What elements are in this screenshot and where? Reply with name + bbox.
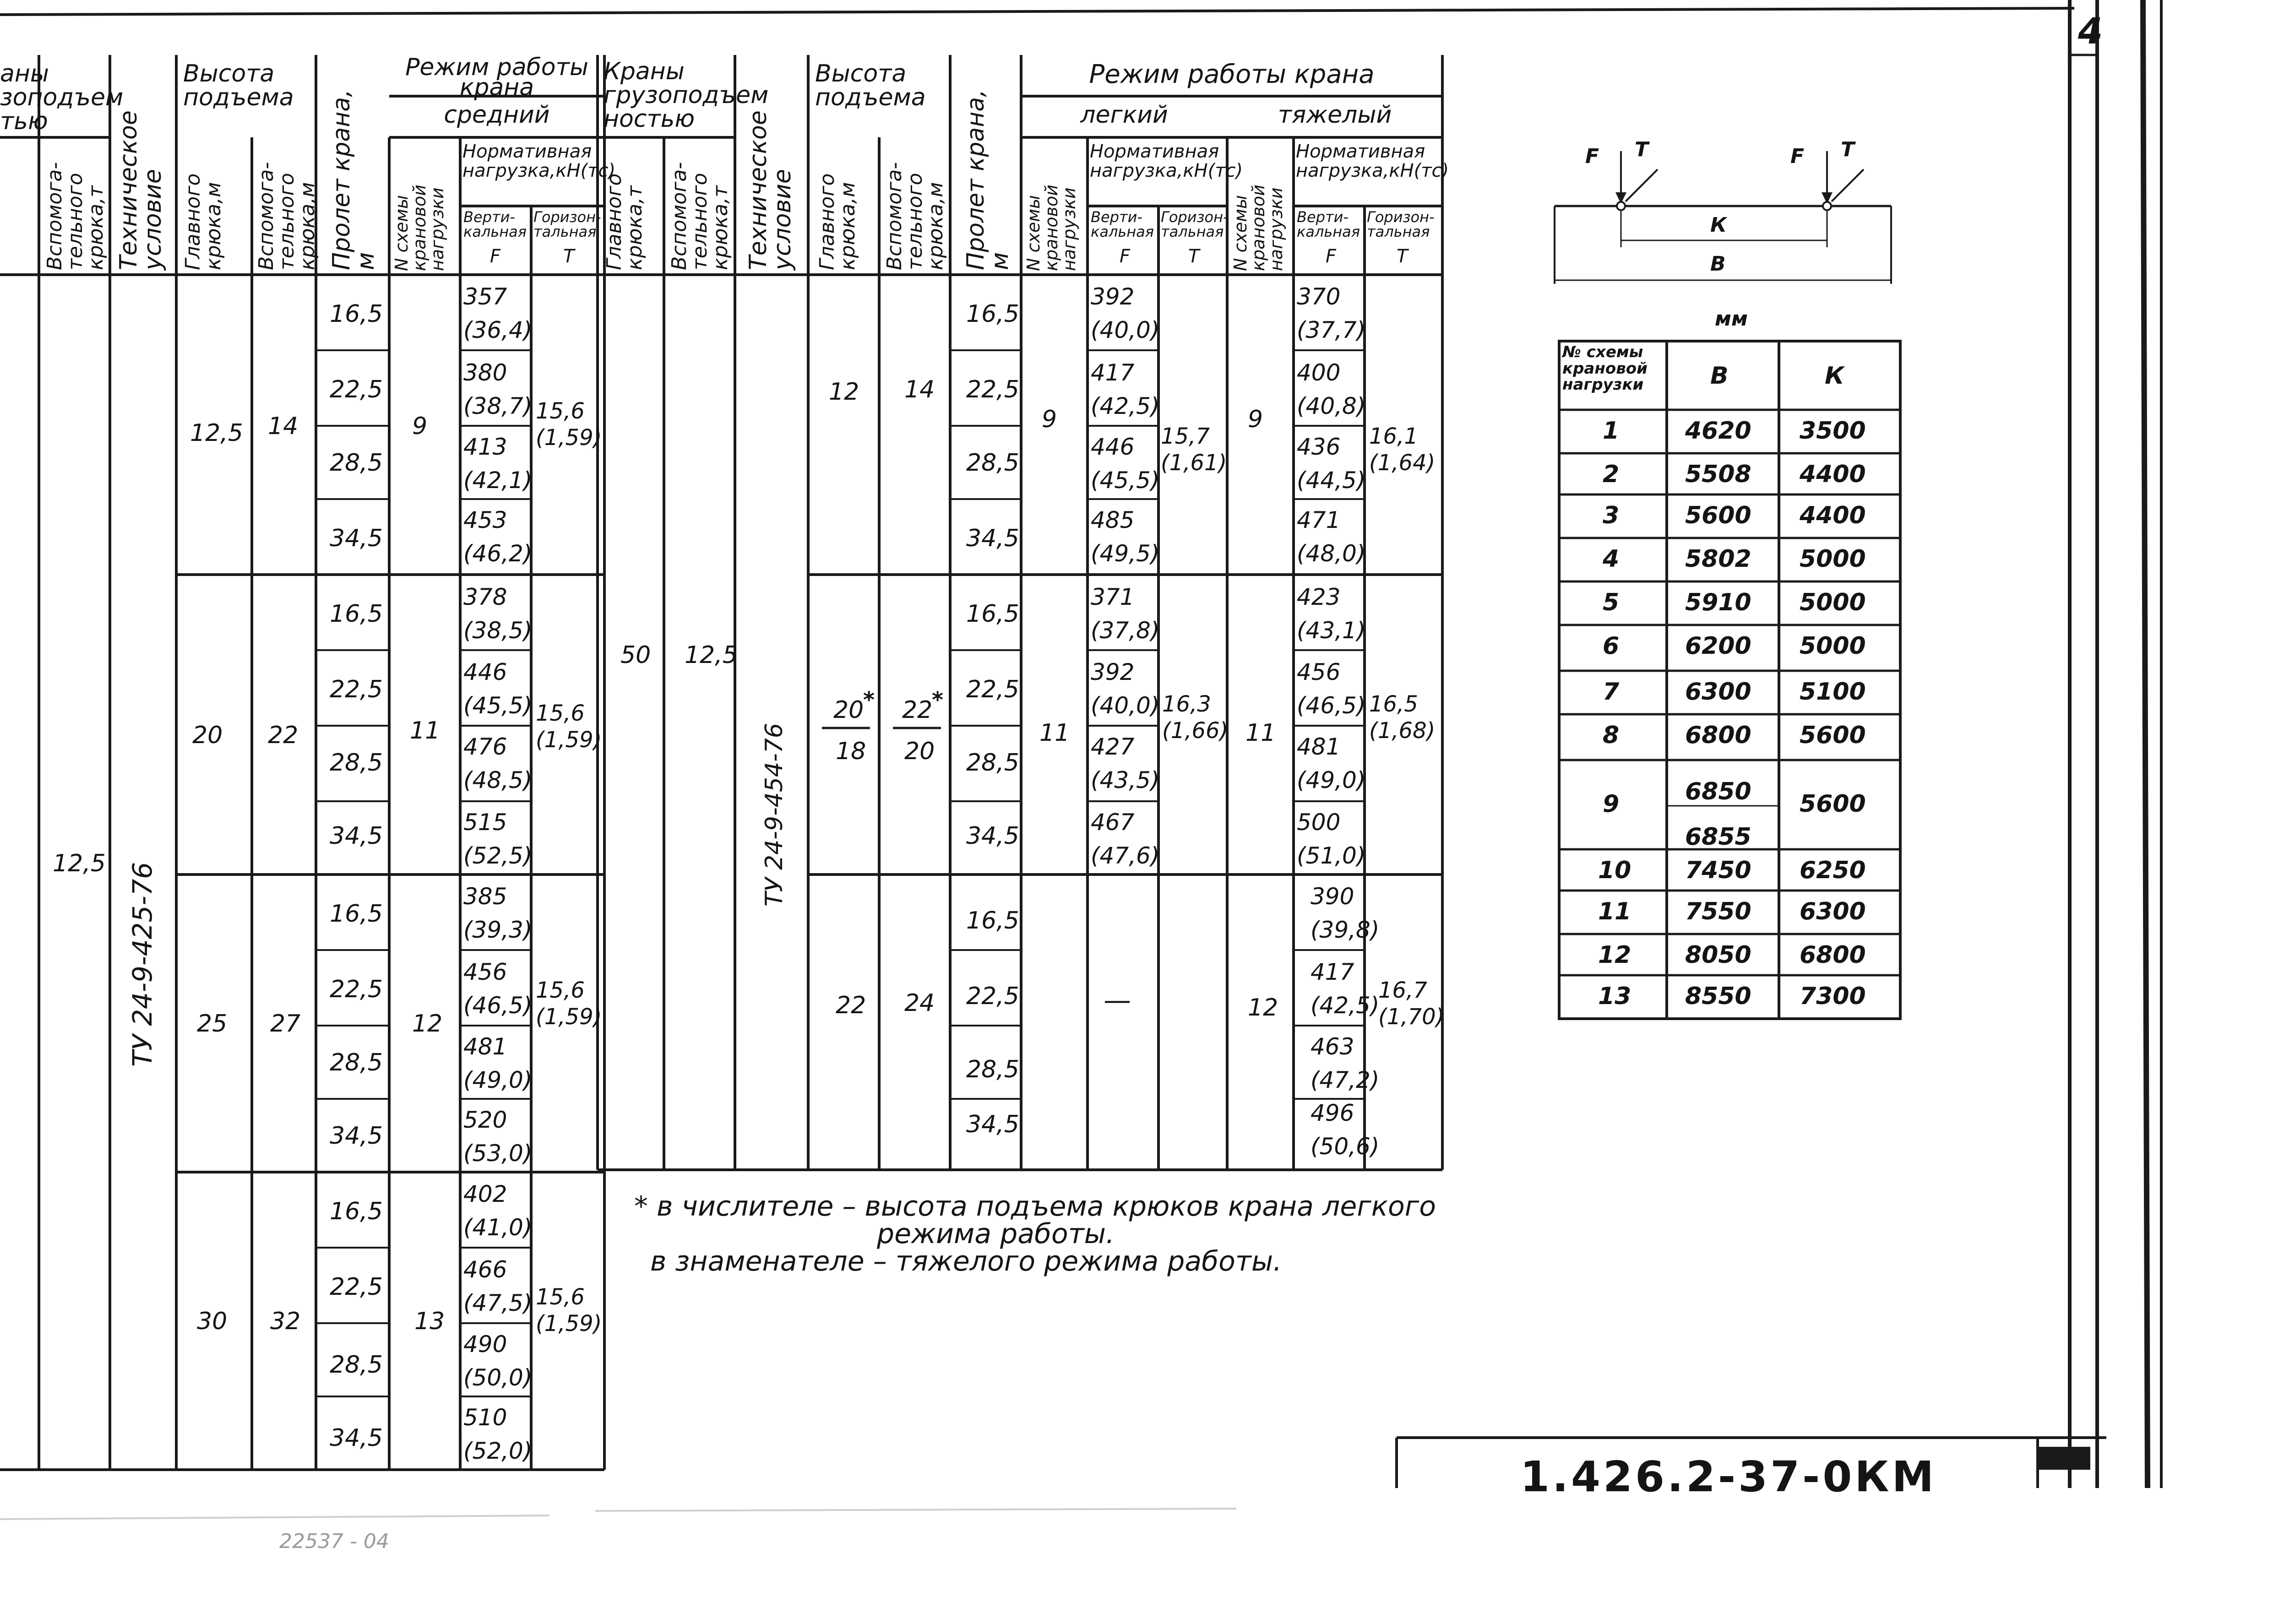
scheme-row-1-num: 1 <box>1603 417 1620 445</box>
table2-g1-r3-lF: 446 (45,5) <box>1091 434 1160 494</box>
table2-g3-r1-hF: 390 (39,8) <box>1311 883 1380 943</box>
table1-g2-main: 20 <box>192 722 223 749</box>
table2-g3-r4-hF: 496 (50,6) <box>1311 1100 1380 1160</box>
table1-header-mode: Режим работы крана <box>405 54 588 102</box>
table1-header-horiz: Горизон- тальная <box>533 208 601 240</box>
diagram-unit: мм <box>1715 307 1748 331</box>
table2-g2-r1-lF: 371 (37,8) <box>1091 584 1160 644</box>
table1-header-scheme: N схемы крановой нагрузки <box>392 185 447 271</box>
table1-header-main-hook: Главного крюка,м <box>181 173 225 270</box>
table1-header-aux-capacity: Вспомога- тельного крюка,т <box>43 162 108 270</box>
table1-header-span: Пролет крана, м <box>328 89 380 270</box>
table2-g1-heavy-T: 16,1 (1,64) <box>1369 424 1436 476</box>
table2-g1-r2-lF: 417 (42,5) <box>1091 359 1160 419</box>
table2-header-heavy-F: F <box>1326 246 1337 267</box>
table2-header-light-T: T <box>1188 246 1200 267</box>
table2-g2-light-T: 16,3 (1,66) <box>1162 691 1229 744</box>
table1-g2-r2-F: 446 (45,5) <box>463 659 533 719</box>
table1-g3-aux: 27 <box>270 1010 301 1037</box>
table1-g2-T: 15,6 (1,59) <box>536 701 602 753</box>
scheme-row-8-num: 8 <box>1603 722 1620 749</box>
table2-g2-aux-den: 20 <box>904 738 935 765</box>
diagram-label-F1: F <box>1585 145 1599 168</box>
table1-g1-r3-span: 28,5 <box>330 449 383 477</box>
table1-header-vert: Верти- кальная <box>463 208 527 240</box>
scheme-table-header-K: К <box>1825 362 1844 390</box>
scheme-row-7-K: 5100 <box>1800 678 1866 706</box>
table1-header-capacity: аны зоподъем тью <box>0 60 124 135</box>
table1-g3-r2-span: 22,5 <box>330 976 383 1003</box>
table2-header-heavy-norm-load: Нормативная нагрузка,кН(тс) <box>1296 141 1449 181</box>
table1-g4-T: 15,6 (1,59) <box>536 1284 602 1336</box>
stamp-text: 22537 - 04 <box>279 1530 389 1553</box>
footnote-line2: режима работы. <box>877 1218 1115 1250</box>
table1-g3-T: 15,6 (1,59) <box>536 978 602 1030</box>
scheme-row-2-B: 5508 <box>1685 461 1751 488</box>
table2-header-aux-hook: Вспомога- тельного крюка,м <box>883 162 947 270</box>
table2-g1-r2-hF: 400 (40,8) <box>1297 359 1366 419</box>
table1-g3-scheme: 12 <box>412 1010 443 1037</box>
table1-g1-r3-F: 413 (42,1) <box>463 434 533 494</box>
table2-header-capacity: Краны грузоподъем ностью <box>604 58 769 133</box>
table1-header-aux-hook: Вспомога- тельного крюка,м <box>255 162 319 270</box>
table2-g1-light-scheme: 9 <box>1042 406 1057 433</box>
table2-t1-r3-span: 28,5 <box>966 449 1019 477</box>
scheme-row-11-B: 7550 <box>1685 898 1751 925</box>
table2-g1-r3-hF: 436 (44,5) <box>1297 434 1366 494</box>
table2-g3-heavy-scheme: 12 <box>1248 994 1278 1021</box>
table2-t2-r2-span: 22,5 <box>966 676 1019 703</box>
table2-header-heavy-vert: Верти- кальная <box>1297 208 1360 240</box>
table1-header-norm-load: Нормативная нагрузка,кН(тс) <box>462 141 616 181</box>
table2-g1-r1-lF: 392 (40,0) <box>1091 283 1160 343</box>
table2-g2-aux-star: * <box>932 687 944 713</box>
diagram-label-T1: T <box>1635 138 1649 161</box>
table2-header-main-t: Главного крюка,т <box>603 173 647 270</box>
table1-g2-aux: 22 <box>268 722 299 749</box>
scheme-row-2-num: 2 <box>1603 461 1620 488</box>
scheme-row-12-K: 6800 <box>1800 941 1866 969</box>
scheme-row-3-B: 5600 <box>1685 502 1751 529</box>
table2-header-main-hook: Главного крюка,м <box>816 173 859 270</box>
scheme-row-9-B: 6850 6855 <box>1685 778 1751 851</box>
table1-g1-T: 15,6 (1,59) <box>536 398 602 451</box>
scheme-row-12-B: 8050 <box>1685 941 1751 969</box>
scheme-row-6-K: 5000 <box>1800 632 1866 660</box>
table1-g1-r1-span: 16,5 <box>330 300 383 328</box>
table1-g4-aux: 32 <box>270 1308 301 1335</box>
table1-header-lift-height: Высота подъема <box>183 60 294 111</box>
table1-header-F: F <box>490 246 501 267</box>
table2-header-light: легкий <box>1080 101 1168 129</box>
table2-g2-r2-lF: 392 (40,0) <box>1091 659 1160 719</box>
table1-g1-r4-F: 453 (46,2) <box>463 507 533 567</box>
table2-header-heavy-scheme: N схемы крановой нагрузки <box>1230 185 1286 271</box>
table1-g2-r2-span: 22,5 <box>330 676 383 703</box>
table2-g2-aux-num: 22 <box>902 696 933 724</box>
table1-g4-main: 30 <box>197 1308 228 1335</box>
table2-g2-r3-lF: 427 (43,5) <box>1091 733 1160 793</box>
table1-g3-main: 25 <box>197 1010 228 1037</box>
table2-header-light-F: F <box>1120 246 1131 267</box>
title-block-code: 1.426.2-37-0КМ <box>1520 1452 1937 1501</box>
table2-g2-main-num: 20 <box>833 696 864 724</box>
table1-g4-r2-F: 466 (47,5) <box>463 1256 533 1316</box>
table2-g2-r3-hF: 481 (49,0) <box>1297 733 1366 793</box>
table2-t3-r2-span: 22,5 <box>966 983 1019 1010</box>
table1-g4-r4-F: 510 (52,0) <box>463 1404 533 1464</box>
table2-header-aux-t: Вспомога- тельного крюка,т <box>668 162 732 270</box>
scheme-row-3-K: 4400 <box>1800 502 1866 529</box>
footnote-line3: в знаменателе – тяжелого режима работы. <box>650 1245 1282 1277</box>
table2-header-light-vert: Верти- кальная <box>1091 208 1154 240</box>
table2-g1-r1-hF: 370 (37,7) <box>1297 283 1366 343</box>
table1-g2-r3-span: 28,5 <box>330 749 383 777</box>
scheme-row-6-num: 6 <box>1603 632 1620 660</box>
table1-capacity-aux: 12,5 <box>53 850 106 877</box>
table2-header-mode: Режим работы крана <box>1089 60 1375 89</box>
scheme-row-9-K: 5600 <box>1800 790 1866 818</box>
table2-tech: ТУ 24-9-454-76 <box>761 723 788 907</box>
table1-g2-scheme: 11 <box>410 717 440 744</box>
table2-header-heavy-horiz: Горизон- тальная <box>1367 208 1435 240</box>
scheme-row-2-K: 4400 <box>1800 461 1866 488</box>
table2-t3-r3-span: 28,5 <box>966 1056 1019 1083</box>
diagram-label-B: В <box>1710 252 1726 276</box>
table2-g3-r2-hF: 417 (42,5) <box>1311 959 1380 1019</box>
table1-g2-r4-F: 515 (52,5) <box>463 809 533 869</box>
table2-t1-r4-span: 34,5 <box>966 525 1019 552</box>
table2-g2-heavy-T: 16,5 (1,68) <box>1369 691 1436 744</box>
table1-g1-aux: 14 <box>268 413 299 440</box>
scheme-row-3-num: 3 <box>1603 502 1620 529</box>
table2-g3-heavy-T: 16,7 (1,70) <box>1378 978 1445 1030</box>
table1-g1-scheme: 9 <box>412 413 428 440</box>
table1-g1-r2-span: 22,5 <box>330 376 383 403</box>
table1-header-medium: средний <box>444 101 550 129</box>
table2-header-heavy: тяжелый <box>1278 101 1392 129</box>
table2-g2-r4-lF: 467 (47,6) <box>1091 809 1160 869</box>
table2-t1-r1-span: 16,5 <box>966 300 1019 328</box>
table1-g4-scheme: 13 <box>414 1308 445 1335</box>
scheme-row-1-B: 4620 <box>1685 417 1751 445</box>
table2-header-light-norm-load: Нормативная нагрузка,кН(тс) <box>1090 141 1243 181</box>
table2-header-heavy-T: T <box>1397 246 1408 267</box>
table2-g2-heavy-scheme: 11 <box>1245 719 1276 747</box>
scheme-row-13-num: 13 <box>1598 983 1631 1010</box>
table2-t2-r4-span: 34,5 <box>966 822 1019 850</box>
table2-g2-r1-hF: 423 (43,1) <box>1297 584 1366 644</box>
table1-g4-r1-F: 402 (41,0) <box>463 1181 533 1241</box>
table2-g2-r2-hF: 456 (46,5) <box>1297 659 1366 719</box>
diagram-label-T2: T <box>1841 138 1855 161</box>
table2-g3-aux: 24 <box>904 989 935 1017</box>
scheme-row-11-K: 6300 <box>1800 898 1866 925</box>
scheme-row-4-B: 5802 <box>1685 545 1751 573</box>
diagram-label-K: К <box>1710 213 1727 237</box>
table2-g1-r4-lF: 485 (49,5) <box>1091 507 1160 567</box>
scheme-row-8-K: 5600 <box>1800 722 1866 749</box>
scheme-row-10-B: 7450 <box>1685 857 1751 884</box>
scheme-row-5-B: 5910 <box>1685 589 1751 616</box>
table2-g2-r4-hF: 500 (51,0) <box>1297 809 1366 869</box>
table1-g2-r3-F: 476 (48,5) <box>463 733 533 793</box>
table2-t3-r1-span: 16,5 <box>966 907 1019 934</box>
scheme-table-header-B: В <box>1710 362 1729 390</box>
scheme-row-10-K: 6250 <box>1800 857 1866 884</box>
table1-g2-r1-span: 16,5 <box>330 600 383 628</box>
table1-g3-r3-F: 481 (49,0) <box>463 1033 533 1093</box>
scheme-row-6-B: 6200 <box>1685 632 1751 660</box>
table1-g4-r3-span: 28,5 <box>330 1351 383 1379</box>
table2-header-tech: Техническое условие <box>745 110 797 270</box>
table2-g3-main: 22 <box>836 992 866 1019</box>
scheme-row-9-num: 9 <box>1603 790 1620 818</box>
table2-g3-light-dash: — <box>1104 984 1131 1016</box>
table1-g3-r4-span: 34,5 <box>330 1122 383 1150</box>
scheme-row-13-K: 7300 <box>1800 983 1866 1010</box>
scheme-row-5-K: 5000 <box>1800 589 1866 616</box>
table2-g2-main-star: * <box>863 687 875 713</box>
table1-g1-r4-span: 34,5 <box>330 525 383 552</box>
table2-t2-r1-span: 16,5 <box>966 600 1019 628</box>
table1-g3-r1-F: 385 (39,3) <box>463 883 533 943</box>
scheme-table-header-number: № схемы крановой нагрузки <box>1562 343 1648 394</box>
table1-g1-main: 12,5 <box>190 419 243 447</box>
table1-g3-r2-F: 456 (46,5) <box>463 959 533 1019</box>
scheme-row-7-num: 7 <box>1603 678 1620 706</box>
scheme-row-4-num: 4 <box>1603 545 1620 573</box>
table2-g1-heavy-scheme: 9 <box>1248 406 1263 433</box>
table1-g4-r3-F: 490 (50,0) <box>463 1331 533 1391</box>
table2-g1-aux: 14 <box>904 376 935 403</box>
scheme-row-13-B: 8550 <box>1685 983 1751 1010</box>
table1-g3-r4-F: 520 (53,0) <box>463 1107 533 1167</box>
scheme-row-5-num: 5 <box>1603 589 1620 616</box>
table1-g1-r2-F: 380 (38,7) <box>463 359 533 419</box>
scheme-row-8-B: 6800 <box>1685 722 1751 749</box>
table2-t2-r3-span: 28,5 <box>966 749 1019 777</box>
table1-g2-r1-F: 378 (38,5) <box>463 584 533 644</box>
scheme-row-4-K: 5000 <box>1800 545 1866 573</box>
table2-g3-r3-hF: 463 (47,2) <box>1311 1033 1380 1093</box>
table1-header-tech: Техническое условие <box>115 110 167 270</box>
table2-header-lift-height: Высота подъема <box>815 60 926 111</box>
table1-g2-r4-span: 34,5 <box>330 822 383 850</box>
table2-capacity-main: 50 <box>620 641 651 669</box>
table2-t3-r4-span: 34,5 <box>966 1111 1019 1138</box>
table1-g3-r3-span: 28,5 <box>330 1049 383 1076</box>
page-number: 4 <box>2078 11 2103 52</box>
table1-g4-r4-span: 34,5 <box>330 1424 383 1452</box>
footnote-line1: * в числителе – высота подъема крюков крана легкого <box>634 1190 1436 1222</box>
table2-capacity-aux: 12,5 <box>685 641 738 669</box>
table1-g3-r1-span: 16,5 <box>330 900 383 928</box>
table2-g1-main: 12 <box>829 378 859 406</box>
table2-g1-light-T: 15,7 (1,61) <box>1161 424 1227 476</box>
table2-header-light-scheme: N схемы крановой нагрузки <box>1023 185 1079 271</box>
scheme-row-7-B: 6300 <box>1685 678 1751 706</box>
table2-g1-r4-hF: 471 (48,0) <box>1297 507 1366 567</box>
scheme-row-10-num: 10 <box>1598 857 1631 884</box>
table1-tech: ТУ 24-9-425-76 <box>127 862 158 1067</box>
table2-header-span: Пролет крана, м <box>962 89 1014 270</box>
table2-t1-r2-span: 22,5 <box>966 376 1019 403</box>
scheme-row-11-num: 11 <box>1598 898 1631 925</box>
table1-g4-r2-span: 22,5 <box>330 1273 383 1301</box>
scheme-row-12-num: 12 <box>1598 941 1631 969</box>
table1-header-T: T <box>563 246 575 267</box>
table2-g2-light-scheme: 11 <box>1039 719 1070 747</box>
table2-g2-main-den: 18 <box>836 738 866 765</box>
table1-g4-r1-span: 16,5 <box>330 1198 383 1225</box>
scheme-row-1-K: 3500 <box>1800 417 1866 445</box>
table1-g1-r1-F: 357 (36,4) <box>463 283 533 343</box>
diagram-label-F2: F <box>1790 145 1805 168</box>
table2-header-light-horiz: Горизон- тальная <box>1161 208 1229 240</box>
